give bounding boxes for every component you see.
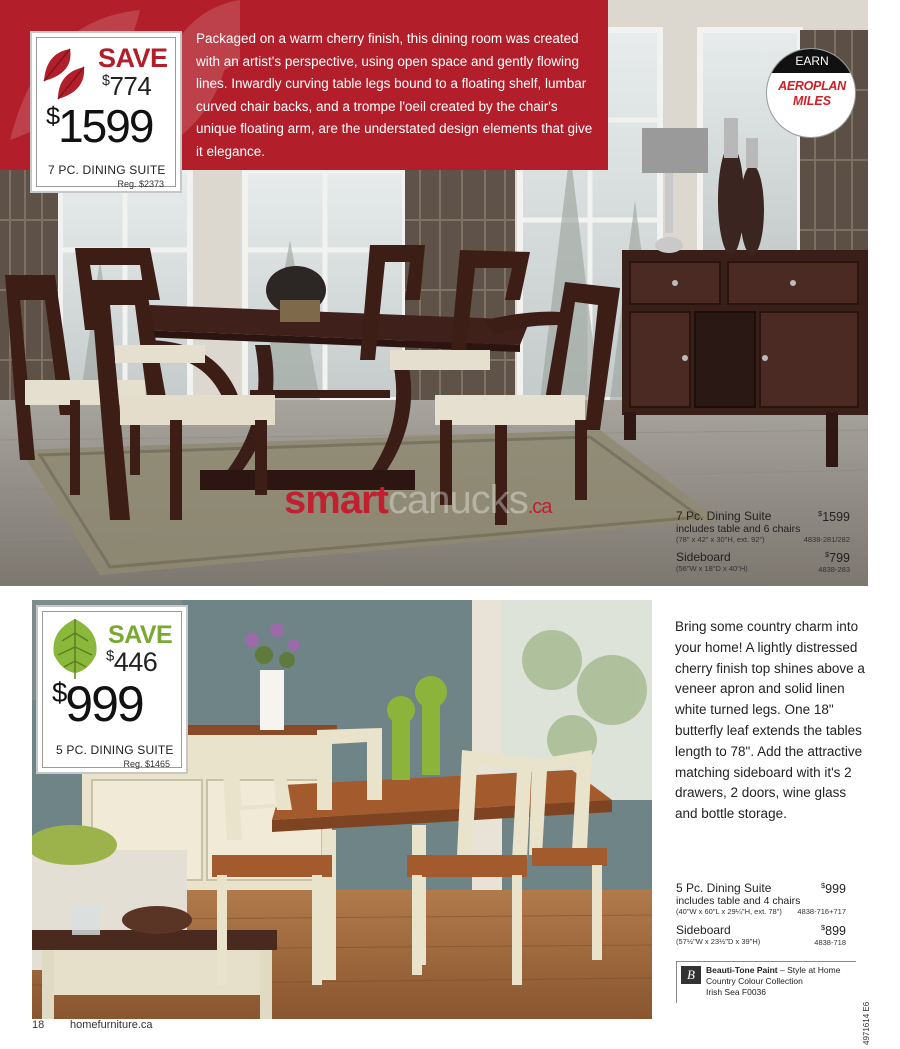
paint-colour-text [706, 965, 840, 998]
description-text-2: Bring some country charm into your home! A lightly distressed cherry finish top shines above a veneer apron and solid linen white turned legs. One 18" butterfly leaf extends the tables length to 78". Add the attractive matching sideboard with it's 2 drawers, 2 doors, wine glass and bottle storage. [675, 619, 865, 822]
sale-price-1: $1599 [46, 100, 153, 152]
watermark-part-c: .ca [527, 496, 552, 518]
spec-includes: includes table and 6 chairs [676, 523, 801, 535]
footer-website[interactable]: homefurniture.ca [70, 1019, 153, 1031]
spec-price: $799 [824, 550, 850, 566]
price-tag-1 [30, 31, 182, 193]
aeroplan-miles-badge [766, 48, 856, 138]
price-tag-2 [36, 605, 188, 774]
spec-dimensions: (57½"W x 23½"D x 39"H) [676, 937, 761, 946]
spec-dimensions: (56"W x 18"D x 40"H) [676, 564, 748, 573]
spec-code: 4838-718 [814, 938, 846, 947]
regular-price-2: Reg. $1465 [123, 759, 170, 769]
spec-name: Sideboard [676, 923, 731, 937]
page-number: 18 [32, 1019, 45, 1031]
sale-price-2: $999 [52, 676, 143, 732]
paint-collection-line: Country Colour Collection [706, 976, 803, 986]
spec-includes: includes table and 4 chairs [676, 895, 801, 907]
save-amount-2: $446 [106, 647, 158, 677]
badge-miles-label: MILES [792, 94, 832, 108]
spec-item-dining-suite-2 [676, 881, 846, 921]
paint-collection-brand: – Style at Home [777, 965, 841, 975]
sale-price-value-2: 999 [65, 676, 143, 732]
paint-brand: Beauti-Tone Paint [706, 965, 778, 975]
badge-aeroplan-label: AEROPLAN [778, 79, 846, 93]
spec-code: 4838-283 [818, 565, 850, 574]
spec-price: $1599 [818, 509, 850, 525]
spec-price-value: 899 [825, 924, 846, 939]
spec-code: 4838-716+717 [797, 907, 846, 916]
paint-title-line [706, 965, 840, 976]
save-label-2: SAVE [108, 621, 173, 649]
spec-item-sideboard-1 [676, 550, 850, 580]
dining-room-photo-2 [32, 600, 652, 1019]
sale-price-value-1: 1599 [58, 100, 153, 152]
spec-dimensions: (40"W x 60"L x 29¼"H, ext. 78") [676, 907, 782, 916]
description-text-1: Packaged on a warm cherry finish, this dining room was created with an artist's perspective, using open space and gently flowing lines. Inwardly curving table legs bound to a floating shelf, lumbar curved chair backs, and a trompe l'oeil created by the chair's unique floating arm, are the understated design elements that give it elegance. [196, 31, 593, 159]
badge-earn-label: EARN [767, 49, 856, 73]
description-panel-2 [652, 600, 868, 1019]
spec-name: 7 Pc. Dining Suite [676, 509, 772, 523]
spec-price-value: 999 [825, 882, 846, 897]
spec-price: $999 [820, 881, 846, 897]
paint-colour-callout [676, 961, 856, 1003]
watermark [284, 478, 551, 523]
spec-price: $899 [820, 923, 846, 939]
red-leaf-icon [40, 45, 90, 103]
paint-colour-line: Irish Sea F0036 [706, 987, 767, 997]
spec-code: 4838-281/282 [803, 535, 850, 544]
save-amount-1: $774 [102, 71, 152, 101]
spec-name: Sideboard [676, 550, 731, 564]
save-label-1: SAVE [98, 43, 168, 73]
watermark-part-a: smart [284, 478, 388, 522]
suite-label-2: 5 PC. DINING SUITE [56, 743, 174, 757]
regular-price-1: Reg. $2373 [117, 179, 164, 189]
beauti-tone-logo-icon: B [681, 966, 701, 984]
save-amount-value-1: 774 [109, 71, 152, 101]
spec-name: 5 Pc. Dining Suite [676, 881, 772, 895]
watermark-part-b: canucks [387, 478, 528, 522]
green-leaf-icon [46, 615, 104, 681]
suite-label-1: 7 PC. DINING SUITE [48, 163, 166, 177]
spec-price-value: 799 [829, 551, 850, 566]
save-amount-value-2: 446 [113, 647, 158, 677]
spec-dimensions: (78" x 42" x 30"H, ext. 92") [676, 535, 765, 544]
spec-item-sideboard-2 [676, 923, 846, 953]
side-catalog-code: 4971614 E6 [862, 1001, 871, 1045]
spec-price-value: 1599 [822, 510, 850, 525]
